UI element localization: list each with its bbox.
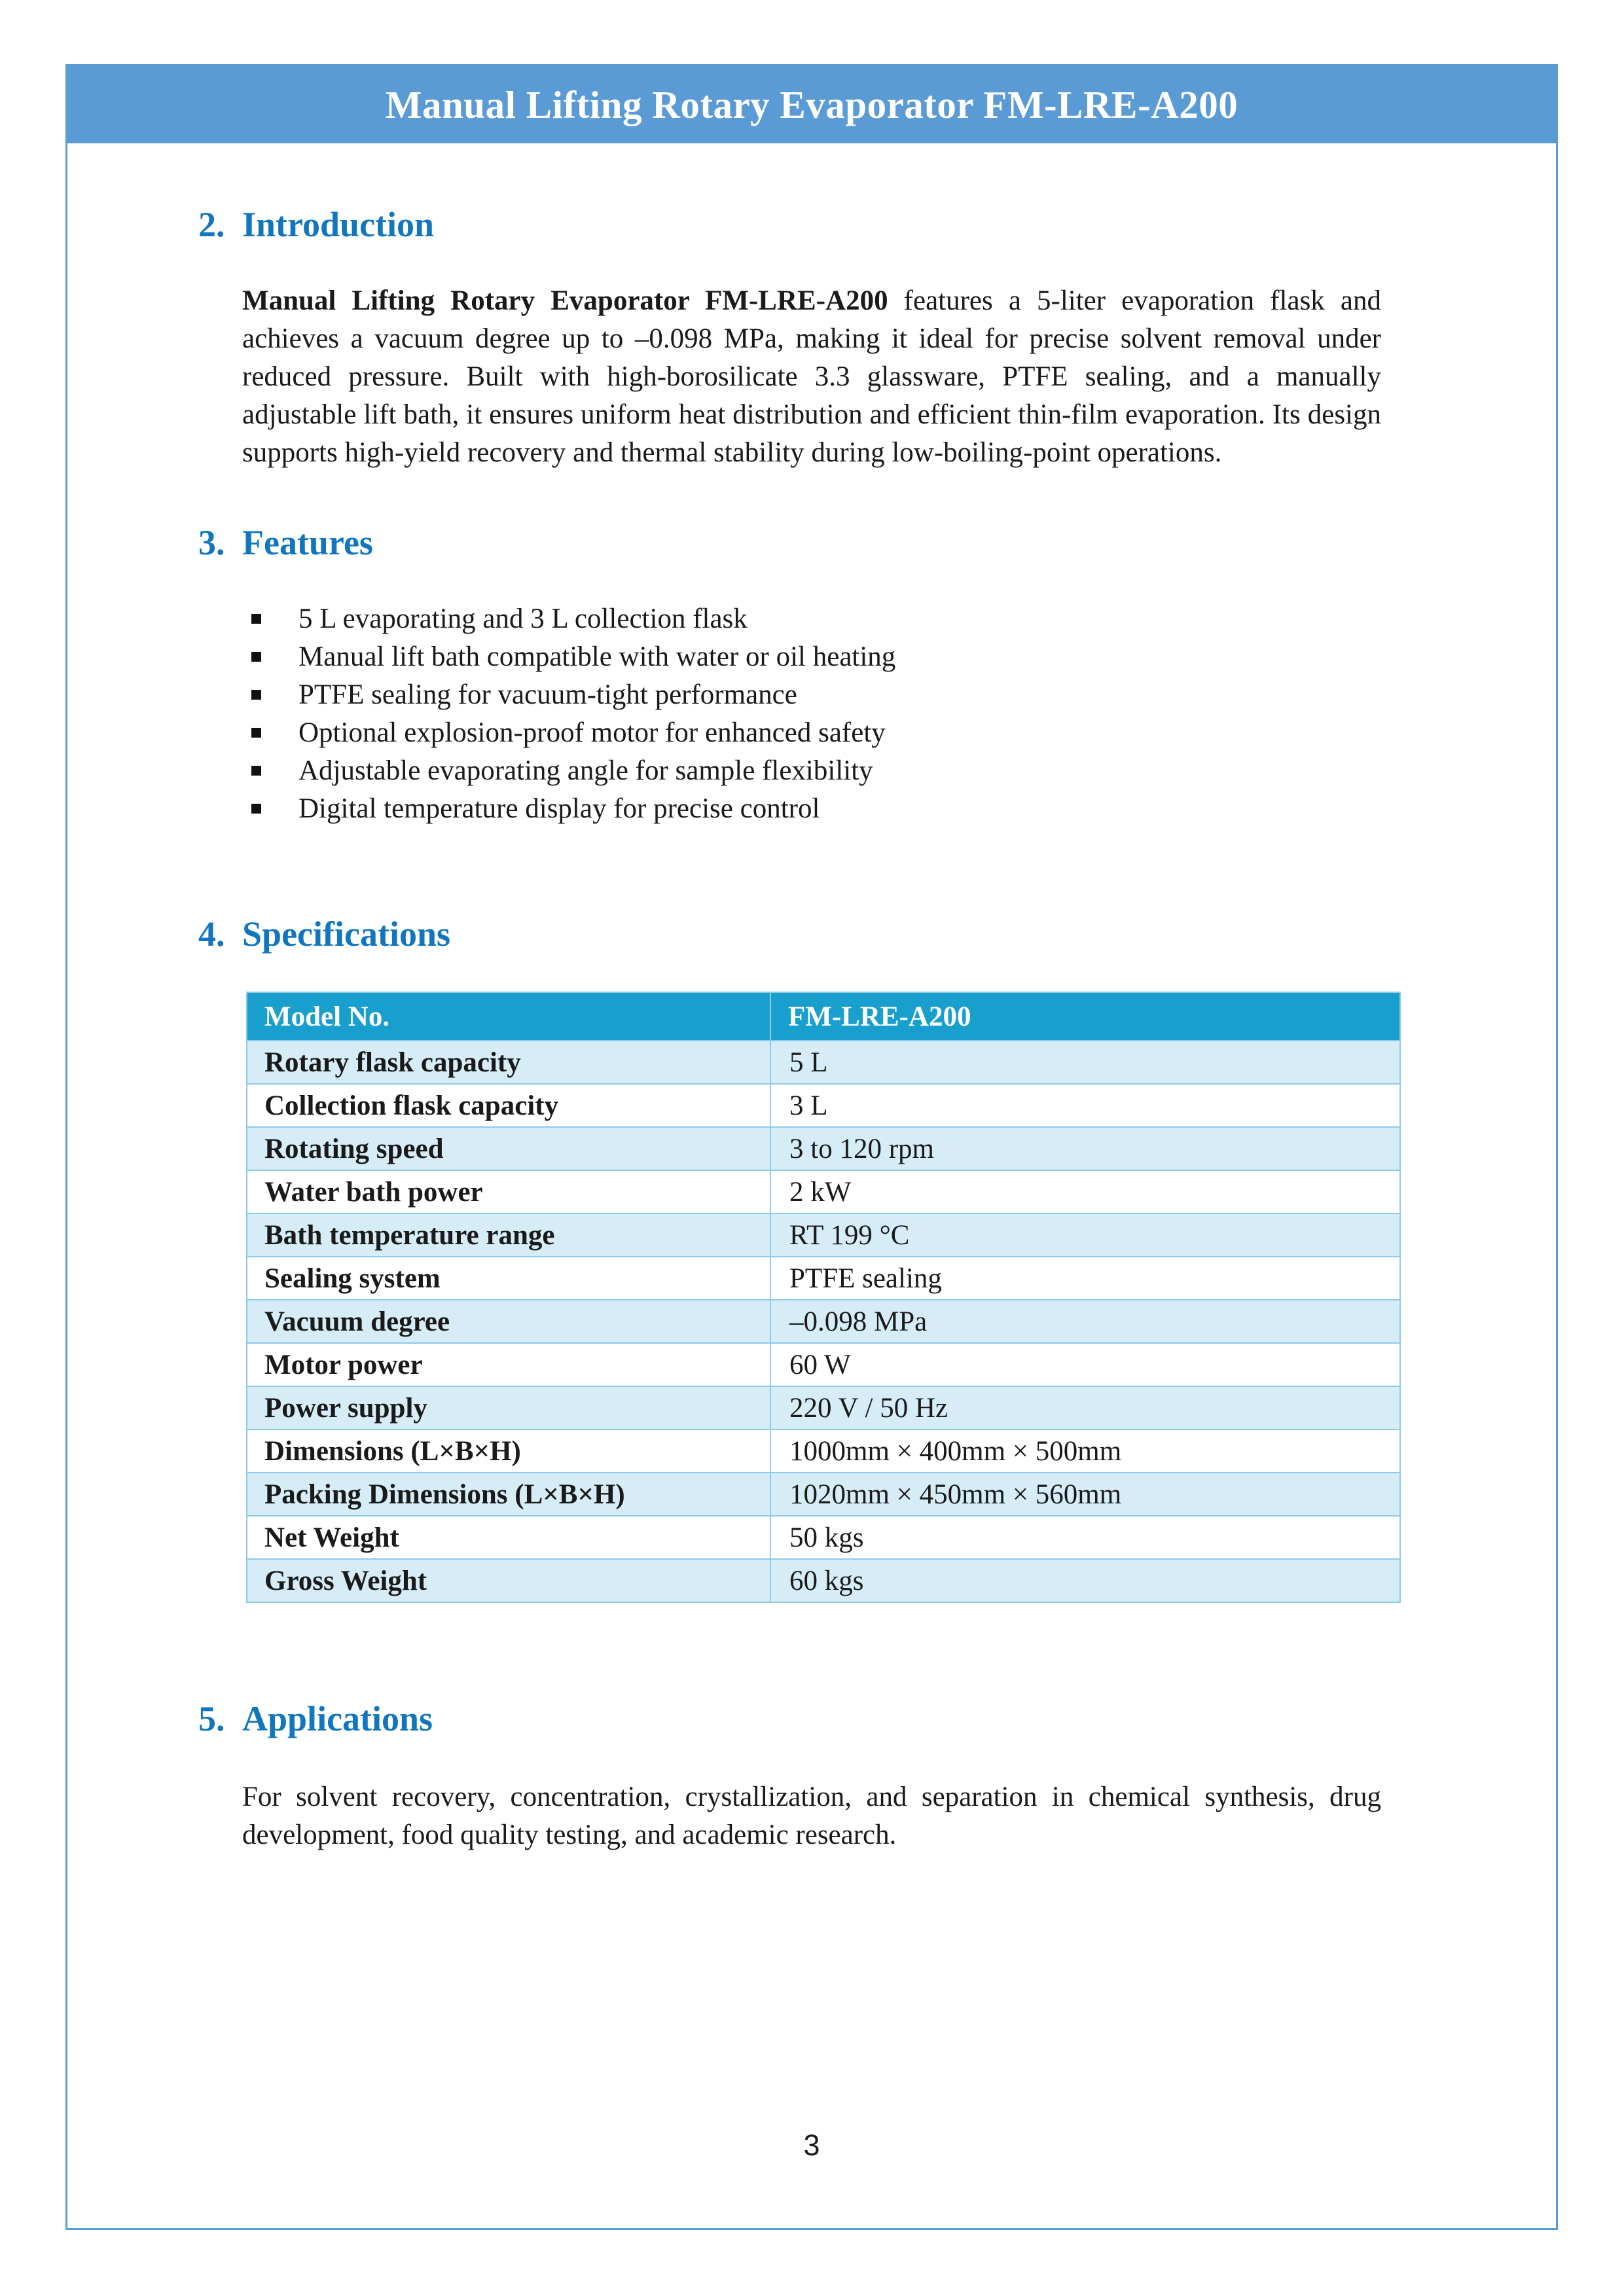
spec-value: PTFE sealing <box>770 1257 1400 1300</box>
feature-item <box>242 714 1381 752</box>
feature-item <box>242 676 1381 714</box>
table-row <box>247 1559 1400 1602</box>
spec-label: Net Weight <box>247 1516 770 1559</box>
features-list <box>242 600 1381 828</box>
section-number: 5. <box>198 1699 225 1738</box>
spec-value: 3 L <box>770 1084 1400 1127</box>
table-row <box>247 1041 1400 1084</box>
table-header-label: Model No. <box>247 992 770 1041</box>
section-heading-features <box>198 522 1381 564</box>
section-heading-introduction <box>198 204 1381 246</box>
applications-paragraph: For solvent recovery, concentration, crystallization, and separation in chemical synthesis, drug development, food quality testing, and academic research. <box>242 1782 1381 1850</box>
spec-label: Packing Dimensions (L×B×H) <box>247 1473 770 1516</box>
spec-value: 1000mm × 400mm × 500mm <box>770 1429 1400 1473</box>
table-row <box>247 1257 1400 1300</box>
spec-label: Motor power <box>247 1343 770 1386</box>
spec-label: Rotary flask capacity <box>247 1041 770 1084</box>
feature-text: PTFE sealing for vacuum-tight performance <box>298 679 797 710</box>
feature-text: Digital temperature display for precise control <box>298 793 820 824</box>
spec-value: 1020mm × 450mm × 560mm <box>770 1473 1400 1516</box>
table-row <box>247 1473 1400 1516</box>
page-content <box>67 204 1556 1854</box>
feature-item <box>242 752 1381 790</box>
spec-value: 3 to 120 rpm <box>770 1127 1400 1170</box>
section-heading-specifications <box>198 913 1381 956</box>
bullet-square-icon <box>251 804 261 814</box>
table-row <box>247 1343 1400 1386</box>
section-title: Specifications <box>242 914 450 954</box>
introduction-lead-bold: Manual Lifting Rotary Evaporator FM-LRE-A200 <box>242 285 888 316</box>
section-title: Applications <box>242 1699 433 1738</box>
spec-value: 50 kgs <box>770 1516 1400 1559</box>
introduction-body-text: features a 5-liter evaporation flask and achieves a vacuum degree up to –0.098 MPa, making it ideal for precise solvent removal under reduced pressure. Built with high-borosilicate 3.3 glassware, PTFE sealing, and a manually adjustable lift bath, it ensures uniform heat distribution and efficient thin-film evaporation. Its design supports high-yield recovery and thermal stability during low-boiling-point operations. <box>242 285 1381 468</box>
feature-text: 5 L evaporating and 3 L collection flask <box>298 603 748 634</box>
feature-item <box>242 600 1381 638</box>
document-title: Manual Lifting Rotary Evaporator FM-LRE-A200 <box>385 82 1238 126</box>
section-title: Features <box>242 523 373 562</box>
table-row <box>247 1386 1400 1429</box>
spec-label: Sealing system <box>247 1257 770 1300</box>
spec-value: 220 V / 50 Hz <box>770 1386 1400 1429</box>
bullet-square-icon <box>251 766 261 776</box>
section-number: 4. <box>198 914 225 954</box>
table-row <box>247 1429 1400 1473</box>
spec-label: Dimensions (L×B×H) <box>247 1429 770 1473</box>
specifications-table-body <box>247 1041 1400 1602</box>
bullet-square-icon <box>251 728 261 738</box>
feature-item <box>242 790 1381 828</box>
feature-text: Adjustable evaporating angle for sample flexibility <box>298 755 873 786</box>
spec-value: 2 kW <box>770 1170 1400 1213</box>
header-banner <box>67 66 1556 143</box>
spec-label: Rotating speed <box>247 1127 770 1170</box>
spec-value: 60 W <box>770 1343 1400 1386</box>
table-row <box>247 1213 1400 1257</box>
feature-item <box>242 638 1381 676</box>
table-header-value: FM-LRE-A200 <box>770 992 1400 1041</box>
spec-value: –0.098 MPa <box>770 1300 1400 1343</box>
section-title: Introduction <box>242 205 435 244</box>
bullet-square-icon <box>251 614 261 624</box>
bullet-square-icon <box>251 652 261 662</box>
table-row <box>247 1127 1400 1170</box>
table-row <box>247 1516 1400 1559</box>
feature-text: Manual lift bath compatible with water or oil heating <box>298 641 896 672</box>
page-number: 3 <box>803 2128 820 2162</box>
spec-value: 60 kgs <box>770 1559 1400 1602</box>
spec-label: Water bath power <box>247 1170 770 1213</box>
table-header-row <box>247 992 1400 1041</box>
spec-value: RT 199 °C <box>770 1213 1400 1257</box>
spec-value: 5 L <box>770 1041 1400 1084</box>
section-number: 3. <box>198 523 225 562</box>
spec-label: Collection flask capacity <box>247 1084 770 1127</box>
table-row <box>247 1084 1400 1127</box>
page-frame <box>65 64 1558 2230</box>
spec-label: Vacuum degree <box>247 1300 770 1343</box>
section-number: 2. <box>198 205 225 244</box>
bullet-square-icon <box>251 690 261 700</box>
introduction-paragraph <box>242 282 1381 472</box>
specifications-table <box>246 992 1401 1603</box>
spec-label: Bath temperature range <box>247 1213 770 1257</box>
feature-text: Optional explosion-proof motor for enhanced safety <box>298 717 886 748</box>
spec-label: Power supply <box>247 1386 770 1429</box>
spec-label: Gross Weight <box>247 1559 770 1602</box>
table-row <box>247 1300 1400 1343</box>
table-row <box>247 1170 1400 1213</box>
section-heading-applications <box>198 1698 1381 1740</box>
